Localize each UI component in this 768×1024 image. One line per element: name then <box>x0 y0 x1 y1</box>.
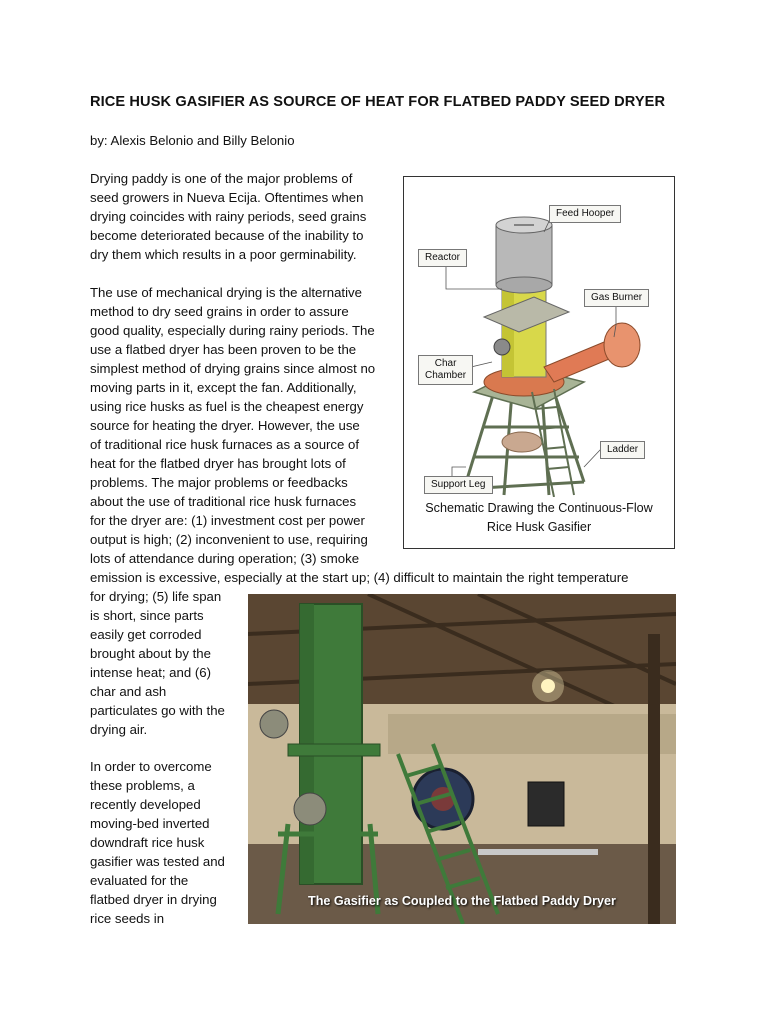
text-line: output is high; (2) inconvenient to use, requiring <box>90 532 368 547</box>
text-line: Drying paddy is one of the major problems of <box>90 171 353 186</box>
text-line: char and ash <box>90 684 167 699</box>
text-line: lots of attendance during operation; (3) smoke <box>90 551 360 566</box>
callout-feed-hopper: Feed Hooper <box>549 205 621 223</box>
text-line: gasifier was tested and <box>90 854 225 869</box>
text-line: seed growers in Nueva Ecija. Oftentimes when <box>90 190 364 205</box>
text-line: method to dry seed grains in order to assure <box>90 304 349 319</box>
text-line: for the dryer are: (1) investment cost per power <box>90 513 365 528</box>
callout-support-leg: Support Leg <box>424 476 493 494</box>
text-line: drying coincides with rainy periods, seed grains <box>90 209 367 224</box>
caption-line: Rice Husk Gasifier <box>486 520 592 534</box>
text-line: moving-bed inverted <box>90 816 210 831</box>
photo-caption: The Gasifier as Coupled to the Flatbed Paddy Dryer <box>308 894 616 908</box>
workshop-scene <box>248 594 676 924</box>
paragraph-solution <box>90 757 225 928</box>
text-line: flatbed dryer in drying <box>90 892 217 907</box>
text-line: simplest method of drying grains since almost no <box>90 361 376 376</box>
callout-char-chamber <box>418 355 473 385</box>
text-line: source for heating the dryer. However, the use <box>90 418 360 433</box>
gasifier-photo <box>248 594 676 924</box>
byline: by: Alexis Belonio and Billy Belonio <box>90 133 295 148</box>
text-line: brought about by the <box>90 646 211 661</box>
schematic-figure <box>403 176 675 549</box>
text-line: for drying; (5) life span <box>90 589 222 604</box>
paragraph-intro <box>90 169 366 264</box>
text-line: The use of mechanical drying is the alternative <box>90 285 362 300</box>
article-title: RICE HUSK GASIFIER AS SOURCE OF HEAT FOR FLATBED PADDY SEED DRYER <box>90 94 666 110</box>
text-line: easily get corroded <box>90 627 202 642</box>
text-line: In order to overcome <box>90 759 212 774</box>
callout-char-line: Char <box>434 358 457 369</box>
text-line: drying air. <box>90 722 148 737</box>
text-line: downdraft rice husk <box>90 835 205 850</box>
text-line: evaluated for the <box>90 873 189 888</box>
text-line: become deteriorated because of the inability to <box>90 228 364 243</box>
text-line: emission is excessive, especially at the start up; (4) difficult to maintain the right temperature <box>90 570 629 585</box>
figure-caption <box>404 499 674 537</box>
text-line: is short, since parts <box>90 608 204 623</box>
text-line: particulates go with the <box>90 703 225 718</box>
text-line: heat for the flatbed dryer has brought lots of <box>90 456 346 471</box>
text-line: about the use of traditional rice husk furnaces <box>90 494 357 509</box>
text-line: rice seeds in <box>90 911 165 926</box>
text-line: recently developed <box>90 797 201 812</box>
text-line: intense heat; and (6) <box>90 665 211 680</box>
text-line: of traditional rice husk furnaces as a source of <box>90 437 360 452</box>
callout-gas-burner: Gas Burner <box>584 289 649 307</box>
text-line: good quality, especially during rainy periods. The <box>90 323 375 338</box>
caption-line: Schematic Drawing the Continuous-Flow <box>425 501 653 515</box>
text-line: dry them which results in a poor germinability. <box>90 247 357 262</box>
text-line: using rice husks as fuel is the cheapest energy <box>90 399 364 414</box>
callout-ladder: Ladder <box>600 441 645 459</box>
text-line: these problems, a <box>90 778 195 793</box>
callout-reactor: Reactor <box>418 249 467 267</box>
text-line: moving parts in it, except the fan. Additionally, <box>90 380 357 395</box>
text-line: problems. The major problems or feedbacks <box>90 475 348 490</box>
text-line: use a flatbed dryer has been proven to be the <box>90 342 357 357</box>
callout-chamber-line: Chamber <box>425 370 467 381</box>
